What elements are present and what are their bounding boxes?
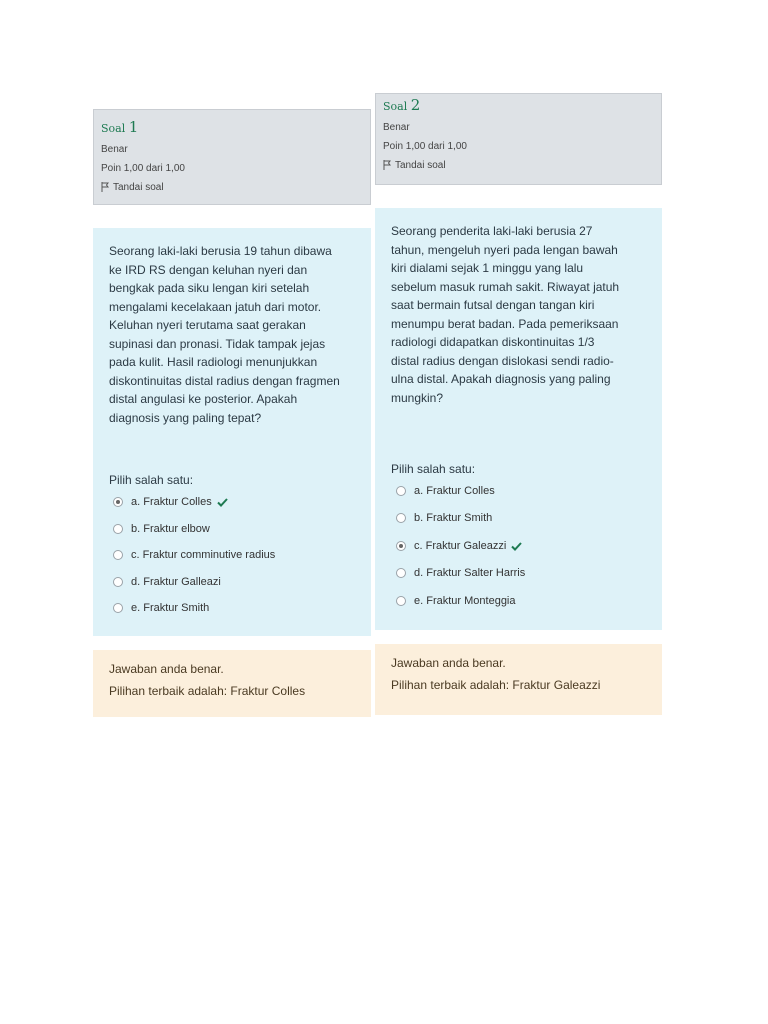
question-2-points: Poin 1,00 dari 1,00 xyxy=(383,141,467,152)
question-2-text: Seorang penderita laki-laki berusia 27 tahun, mengeluh nyeri pada lengan bawah kiri dialami sejak 1 minggu yang lalu sebelum masuk rumah sakit. Riwayat jatuh saat bermain futsal dengan tangan kiri menumpu berat badan. Pada pemeriksaan radiologi didapatkan diskontinuitas 1/3 distal radius dengan dislokasi sendi radio- ulna distal. Apakah diagnosis yang paling mungkin? xyxy=(391,224,620,405)
flag-icon xyxy=(383,160,391,170)
option-label: d. Fraktur Salter Harris xyxy=(414,567,526,579)
radio-icon[interactable] xyxy=(396,513,406,523)
radio-icon[interactable] xyxy=(113,524,123,534)
question-1-info xyxy=(93,109,371,205)
radio-icon[interactable] xyxy=(113,550,123,560)
option-label: d. Fraktur Galleazi xyxy=(131,576,221,588)
question-2-option-c[interactable] xyxy=(396,540,522,552)
option-label: c. Fraktur Galeazzi xyxy=(414,540,507,552)
question-1-points: Poin 1,00 dari 1,00 xyxy=(101,163,185,174)
flag-label: Tandai soal xyxy=(113,182,164,193)
flag-question-2-button[interactable] xyxy=(383,160,654,171)
question-2-option-a[interactable] xyxy=(396,485,495,497)
soal-number: 1 xyxy=(128,118,139,136)
question-1-status: Benar xyxy=(101,144,128,155)
flag-label: Tandai soal xyxy=(395,160,446,171)
option-label: e. Fraktur Smith xyxy=(131,602,210,614)
soal-label: Soal xyxy=(383,100,408,113)
radio-icon[interactable] xyxy=(396,596,406,606)
question-1-text: Seorang laki-laki berusia 19 tahun dibawa ke IRD RS dengan keluhan nyeri dan bengkak pada siku lengan kiri setelah mengalami kecelakaan jatuh dari motor. Keluhan nyeri terutama saat gerakan supinasi dan pronasi. Tidak tampak jejas pada kulit. Hasil radiologi menunjukkan diskontinuitas distal radius dengan fragmen distal angulasi ke posterior. Apakah diagnosis yang paling tepat? xyxy=(109,244,340,425)
feedback-answer: Pilihan terbaik adalah: Fraktur Galeazzi xyxy=(391,678,601,692)
soal-number: 2 xyxy=(410,96,421,114)
radio-icon[interactable] xyxy=(396,486,406,496)
question-1-feedback xyxy=(93,650,371,717)
radio-icon[interactable] xyxy=(396,541,406,551)
question-1-option-c[interactable] xyxy=(113,549,275,561)
feedback-result: Jawaban anda benar. xyxy=(109,662,224,676)
question-1-option-a[interactable] xyxy=(113,496,228,508)
option-label: b. Fraktur elbow xyxy=(131,523,210,535)
question-1-option-e[interactable] xyxy=(113,602,209,614)
question-2-option-e[interactable] xyxy=(396,595,516,607)
checkmark-icon xyxy=(217,498,228,507)
checkmark-icon xyxy=(511,542,522,551)
question-2-info xyxy=(375,93,662,185)
question-1-option-d[interactable] xyxy=(113,576,221,588)
flag-icon xyxy=(101,182,109,192)
option-label: b. Fraktur Smith xyxy=(414,512,493,524)
soal-label: Soal xyxy=(101,122,126,135)
option-label: a. Fraktur Colles xyxy=(414,485,495,497)
flag-question-1-button[interactable] xyxy=(101,182,363,193)
question-1-prompt: Pilih salah satu: xyxy=(109,473,194,487)
question-1-content xyxy=(93,228,371,636)
question-1-option-b[interactable] xyxy=(113,523,210,535)
question-1-title xyxy=(101,118,363,136)
question-2-status: Benar xyxy=(383,122,410,133)
question-2-prompt: Pilih salah satu: xyxy=(391,462,476,476)
radio-icon[interactable] xyxy=(396,568,406,578)
radio-icon[interactable] xyxy=(113,603,123,613)
feedback-answer: Pilihan terbaik adalah: Fraktur Colles xyxy=(109,684,306,698)
question-2-option-b[interactable] xyxy=(396,512,492,524)
question-2-option-d[interactable] xyxy=(396,567,525,579)
option-label: c. Fraktur comminutive radius xyxy=(131,549,276,561)
option-label: e. Fraktur Monteggia xyxy=(414,595,516,607)
question-2-feedback xyxy=(375,644,662,715)
feedback-result: Jawaban anda benar. xyxy=(391,656,506,670)
radio-icon[interactable] xyxy=(113,497,123,507)
radio-icon[interactable] xyxy=(113,577,123,587)
option-label: a. Fraktur Colles xyxy=(131,496,212,508)
question-2-title xyxy=(383,96,654,114)
